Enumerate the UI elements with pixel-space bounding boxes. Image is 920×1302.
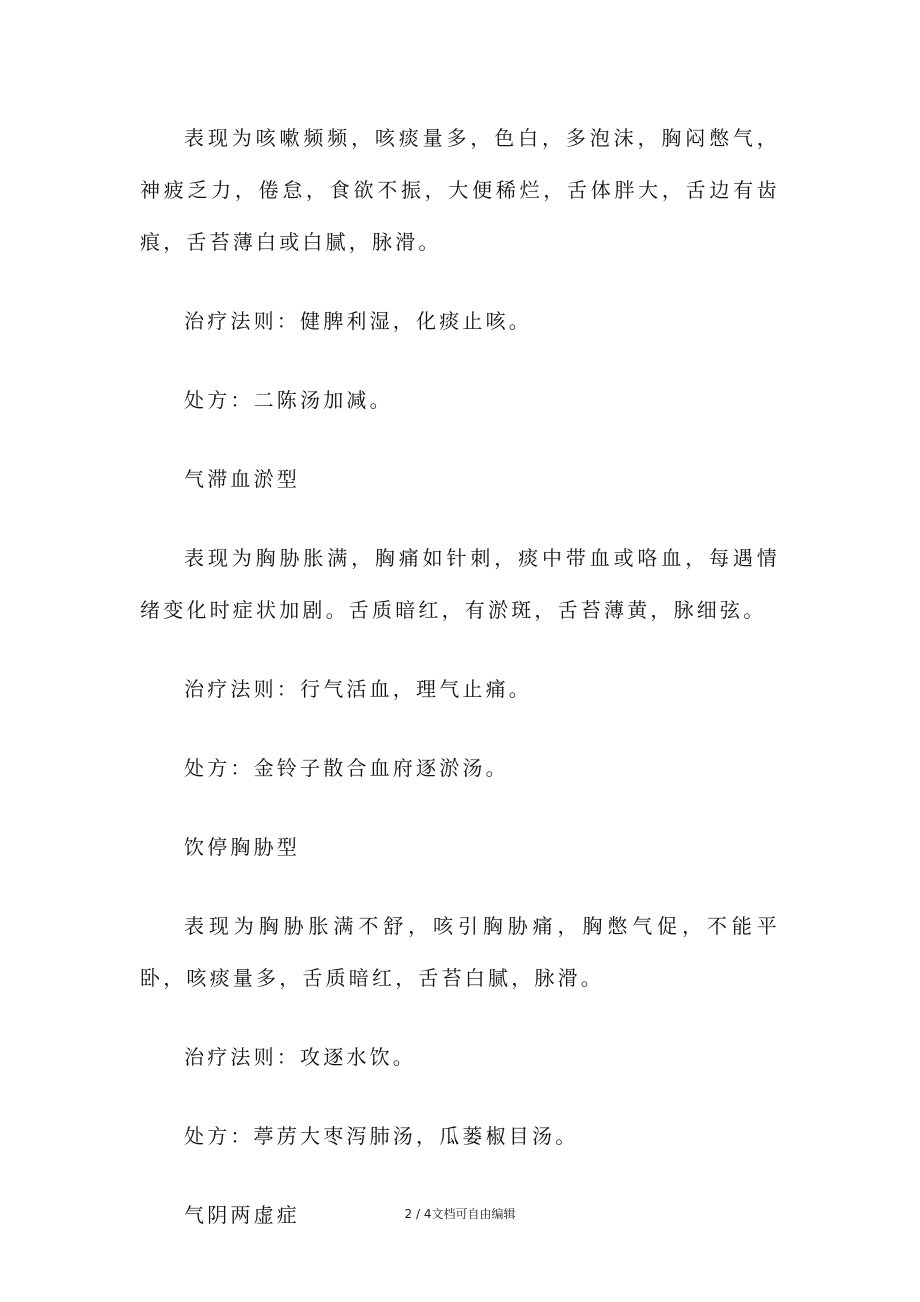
footer-note: 文档可自由编辑 xyxy=(431,1207,516,1221)
paragraph-symptoms-phlegm-damp: 表现为咳嗽频频，咳痰量多，色白，多泡沫，胸闷憋气，神疲乏力，倦怠，食欲不振，大便稀烂，舌体胖大，舌边有齿痕，舌苔薄白或白腻，脉滑。 xyxy=(140,126,780,254)
paragraph-prescription-fluid-retention: 处方：葶苈大枣泻肺汤，瓜蒌椒目汤。 xyxy=(184,1124,579,1148)
paragraph-prescription-phlegm-damp: 处方：二陈汤加减。 xyxy=(184,388,393,412)
page-indicator: 2 / 4 xyxy=(404,1207,432,1221)
paragraph-treatment-fluid-retention: 治疗法则：攻逐水饮。 xyxy=(184,1045,416,1069)
section-heading-fluid-retention: 饮停胸胁型 xyxy=(184,835,300,859)
page-footer xyxy=(0,1205,920,1223)
paragraph-symptoms-fluid-retention: 表现为胸胁胀满不舒，咳引胸胁痛，胸憋气促，不能平卧，咳痰量多，舌质暗红，舌苔白腻，脉滑。 xyxy=(140,914,780,990)
section-heading-qi-yin-deficiency: 气阴两虚症 xyxy=(184,1203,300,1227)
section-heading-qi-stagnation: 气滞血淤型 xyxy=(184,467,300,491)
paragraph-treatment-qi-stagnation: 治疗法则：行气活血，理气止痛。 xyxy=(184,677,532,701)
paragraph-treatment-phlegm-damp: 治疗法则：健脾利湿，化痰止咳。 xyxy=(184,309,532,333)
paragraph-symptoms-qi-stagnation: 表现为胸胁胀满，胸痛如针刺，痰中带血或咯血，每遇情绪变化时症状加剧。舌质暗红，有淤斑，舌苔薄黄，脉细弦。 xyxy=(140,546,780,622)
paragraph-prescription-qi-stagnation: 处方：金铃子散合血府逐淤汤。 xyxy=(184,756,509,780)
document-body xyxy=(140,112,780,1268)
